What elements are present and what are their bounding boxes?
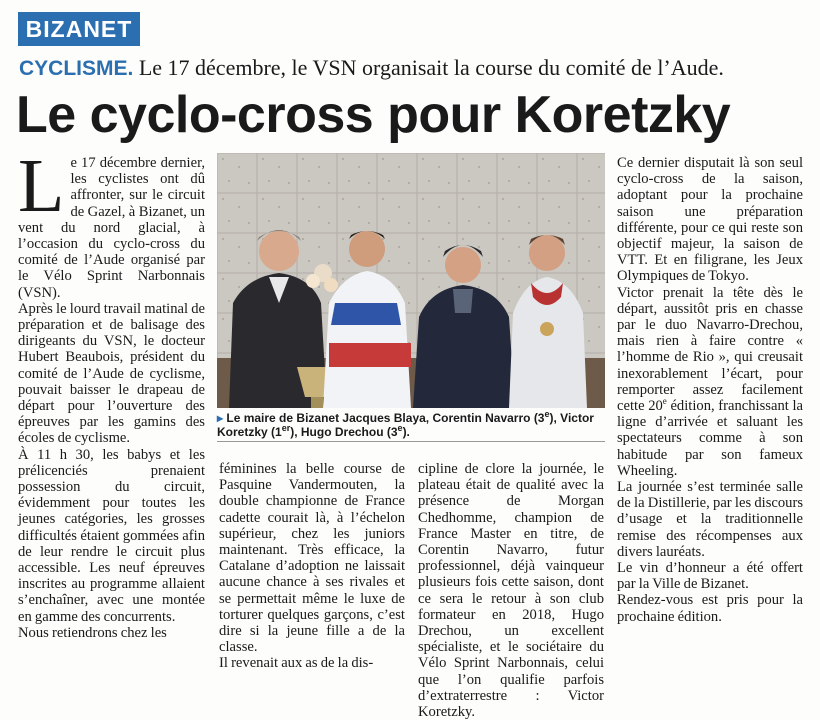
paragraph-10: Rendez-vous est pris pour la prochaine édition.	[617, 592, 803, 625]
kicker	[19, 54, 809, 83]
article-column-4	[617, 155, 803, 625]
caption-marker: ▸	[217, 411, 224, 425]
paragraph-4: Nous retiendrons chez les	[18, 624, 167, 641]
article-column-3	[418, 461, 604, 720]
article-column-1	[18, 144, 205, 641]
caption-text-d: ).	[402, 425, 410, 439]
paragraph-2: Après le lourd travail matinal de préparation et de balisage des dirigeants du VSN, le docteur Hubert Beaubois, président du comité de l’Aude de cyclisme, pouvait baisser le drapeau de départ pour l’ouverture des épreuves par les gamins des écoles de cyclisme.	[18, 300, 205, 447]
paragraph-5: Il revenait aux as de la dis-	[219, 655, 374, 672]
paragraph-1-text: e 17 décembre dernier, les cyclistes ont dû affronter, sur le circuit de Gazel, à Bizanet, un vent du nord glacial, à l’occasion du cyclo-cross du comité de l’Aude organisé par le Vélo Sprint Narbonnais (VSN).	[18, 155, 205, 301]
paragraph-4-continued: féminines la belle course de Pasquine Vandermouten, la double championne de France cadette courait là, à l’échelon supérieur, chez les juniors maintenant. Très efficace, la Catalane d’adoption ne laissait aucune chance à ses rivales et se permettait même le luxe de torturer quelques garçons, c’est dire si la jeune fille a de la classe.	[219, 461, 405, 656]
caption-text-c: ), Hugo Drechou (3	[290, 425, 398, 439]
paragraph-8: La journée s’est terminée salle de la Distillerie, par les discours d’usage et la traditionnelle remise des récompenses aux divers lauréats.	[617, 479, 803, 560]
paragraph-7-end: édition, franchissant la ligne d’arrivée et saluant les spectateurs comme à son habitude par son fameux Wheeling.	[617, 398, 803, 479]
paragraph-3: À 11 h 30, les babys et les prélicenciés prenaient possession du circuit, évidemment pour toutes les jeunes catégories, les grosses difficultés étaient gommées afin de leur rendre le circuit plus accessible. Les neuf épreuves inscrites au programme allaient s’enchaîner, avec une montée en gamme des concurrents.	[18, 446, 205, 625]
article-photo	[217, 153, 605, 408]
section-tag: BIZANET	[18, 12, 140, 46]
paragraph-6: Ce dernier disputait là son seul cyclo-cross de la saison, adoptant pour la prochaine saison une préparation différente, pour ce qui reste son objectif majeur, la saison de VTT. Et en filigrane, les Jeux Olympiques de Tokyo.	[617, 155, 803, 285]
caption-text-b: ), Victor Koretzky (1	[217, 411, 594, 439]
podium-photo-illustration	[217, 153, 605, 408]
article-column-2	[219, 461, 405, 672]
paragraph-7	[617, 285, 803, 479]
paragraph-9: Le vin d’honneur a été offert par la Ville de Bizanet.	[617, 560, 803, 593]
caption-text-a: Le maire de Bizanet Jacques Blaya, Corentin Navarro (3	[223, 411, 545, 425]
drop-cap: L	[18, 144, 65, 228]
edition-suffix: e	[662, 396, 667, 407]
kicker-text: Le 17 décembre, le VSN organisait la course du comité de l’Aude.	[133, 55, 724, 80]
photo-caption	[217, 411, 605, 439]
paragraph-7-text: Victor prenait la tête dès le départ, aussitôt pris en chasse par le duo Navarro-Drechou, mais rien à faire contre « l’homme de Rio », qui creusait inexorablement l’écart, pour remporter assez facilement cette	[617, 284, 803, 415]
caption-sup-a: e	[544, 409, 550, 419]
paragraph-intro	[18, 144, 205, 301]
headline: Le cyclo-cross pour Koretzky	[16, 86, 731, 144]
caption-divider	[217, 441, 605, 442]
caption-sup-c: e	[397, 423, 403, 433]
edition-number: 20	[648, 398, 663, 415]
paragraph-5-continued: cipline de clore la journée, le plateau était de qualité avec la présence de Morgan Chedhomme, champion de France Master en titre, de Corentin Navarro, futur professionnel, déjà vainqueur plusieurs fois cette saison, dont ce sera le retour à son club formateur en 2018, Hugo Drechou, un excellent spécialiste, et le sociétaire du Vélo Sprint Narbonnais, celui que l’on qualifie parfois d’extraterrestre : Victor Koretzky.	[418, 461, 604, 720]
kicker-category: CYCLISME.	[19, 57, 134, 80]
caption-sup-b: er	[281, 423, 291, 433]
